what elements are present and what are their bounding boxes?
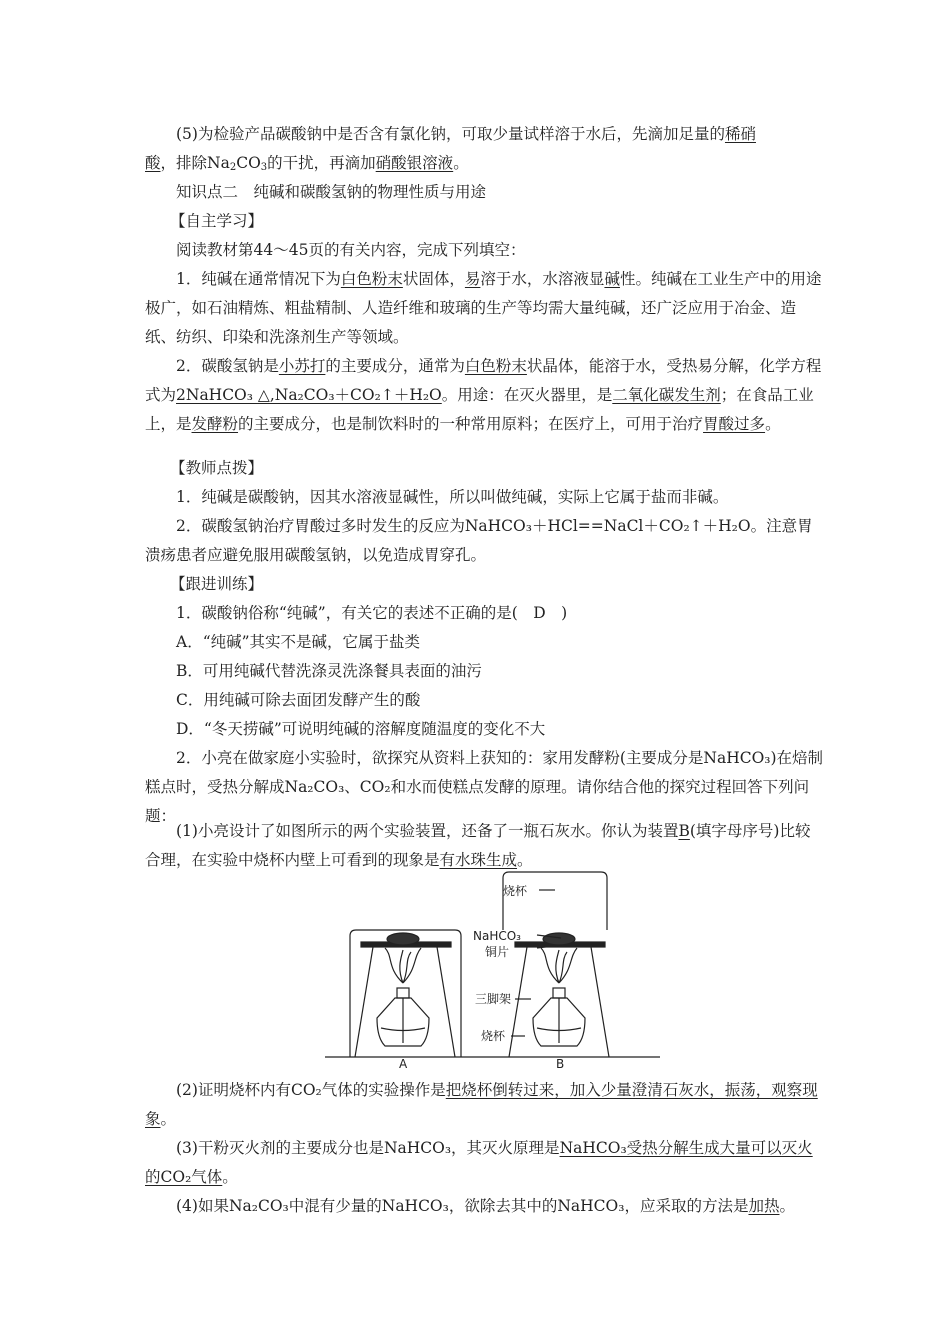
q5-answer-1b: 酸 [145,154,161,172]
q2p4-answer-b: 加热 [748,1197,780,1215]
apparatus-diagram [325,868,660,1068]
practice-q2-part-3 [145,1134,825,1192]
q2p1-text-a: (1)小亮设计了如图所示的两个实验装置，还备了一瓶石灰水。你认为装置 [176,822,679,840]
item1-text-c: 状固体， [402,270,465,288]
lamp-cap-b [553,988,565,998]
q2p2-text-c: 。 [160,1110,177,1128]
item2-text-h: ；在食品工业上，是 [145,386,814,433]
q5-sub-1: 2 [229,162,237,173]
q5-end: 。 [453,154,469,172]
practice-q1-option-b: B．可用纯碱代替洗涤灵洗涤餐具表面的油污 [176,662,482,680]
item1-text-a: 1．纯碱在通常情况下为 [176,270,341,288]
item2-answer-g: 二氧化碳发生剂 [612,386,721,404]
lamp-cap-a [397,988,409,998]
tripod-a-leg-right [437,947,455,1057]
q2p4-text-a: (4)如果Na₂CO₃中混有少量的NaHCO₃，欲除去其中的NaHCO₃，应采取的方法是 [176,1197,749,1215]
item2-text-j: 的主要成分，也是制饮料时的一种常用原料；在医疗上，可用于治疗 [238,415,704,433]
q5-text-2: ，排除Na [160,154,230,172]
tripod-a-leg-left [355,947,373,1057]
label-copper: 铜片 [485,945,510,959]
self-study-item-1 [145,265,825,352]
item2-text-f: 。用途：在灭火器里，是 [441,386,613,404]
teacher-heading: 【教师点拨】 [170,459,264,477]
item2-text-e: 状晶体，能溶于水，受热易分解，化学方程式为 [145,357,822,404]
experiment-figure [325,868,660,1068]
flame-b [541,948,577,983]
q2p2-text-a: (2)证明烧杯内有CO₂气体的实验操作是 [176,1081,446,1099]
q5-text-4: 的干扰，再滴加 [267,154,376,172]
item2-answer-k: 胃酸过多 [703,415,766,433]
item1-answer-b: 白色粉末 [340,270,403,288]
q2p2-answer-b: 把烧杯倒转过来，加入少量澄清石灰水，振荡，观察现象 [145,1081,818,1128]
practice-q1-option-d: D．“冬天捞碱”可说明纯碱的溶解度随温度的变化不大 [176,720,546,738]
q2p3-text-a: (3)干粉灭火剂的主要成分也是NaHCO₃，其灭火原理是 [176,1139,560,1157]
teacher-item-2: 2．碳酸氢钠治疗胃酸过多时发生的反应为NaHCO₃＋HCl==NaCl＋CO₂↑＋H₂O。注意胃溃疡患者应避免服用碳酸氢钠，以免造成胃穿孔。 [145,517,813,564]
practice-q1-option-c: C．用纯碱可除去面团发酵产生的酸 [176,691,421,709]
q2p1-answer-d: 有水珠生成 [439,851,518,869]
tripod-b-leg-right [591,947,609,1057]
q5-text: (5)为检验产品碳酸钠中是否含有氯化钠，可取少量试样溶于水后，先滴加足量的 [176,125,725,143]
self-study-intro: 阅读教材第44～45页的有关内容，完成下列填空： [176,241,526,259]
label-setup-b: B [556,1057,565,1068]
practice-q1-stem: 1．碳酸钠俗称“纯碱”，有关它的表述不正确的是( D ) [176,604,568,622]
tripod-b-leg-left [509,947,527,1057]
item1-answer-f: 碱 [604,270,620,288]
q5-answer-2: 硝酸银溶液 [375,154,454,172]
item2-answer-i: 发酵粉 [191,415,239,433]
q2p3-answer-b: NaHCO₃受热分解生成大量可以灭火的CO₂气体 [145,1139,813,1186]
practice-heading: 【跟进训练】 [170,575,264,593]
q5-sub-2: 3 [260,162,268,173]
item2-text-l: 。 [765,415,781,433]
item2-answer-d: 白色粉末 [464,357,527,375]
q5-text-3: CO [236,154,261,172]
label-nahco3: NaHCO₃ [473,929,521,943]
q2p4-text-c: 。 [779,1197,795,1215]
q2p1-answer-b: B [678,822,690,840]
nahco3-pile-a [387,933,419,945]
question-5 [145,120,825,178]
teacher-item-1: 1．纯碱是碳酸钠，因其水溶液显碱性，所以叫做纯碱，实际上它属于盐而非碱。 [176,488,729,506]
item1-answer-d: 易 [464,270,481,288]
label-tripod: 三脚架 [475,992,512,1006]
practice-q1-option-a: A．“纯碱”其实不是碱，它属于盐类 [176,633,421,651]
label-beaker-top: 烧杯 [503,884,528,898]
nahco3-pile-b [543,933,575,945]
q2p1-text-e: 。 [517,851,533,869]
practice-q2-part-2 [145,1076,825,1134]
item2-answer-b: 小苏打 [278,357,326,375]
self-study-heading: 【自主学习】 [170,212,264,230]
q2p3-text-c: 。 [222,1168,238,1186]
item2-equation: 2NaHCO₃ △,Na₂CO₃＋CO₂↑＋H₂O [176,386,442,404]
section-title: 知识点二 纯碱和碳酸氢钠的物理性质与用途 [176,183,487,201]
self-study-item-2 [145,352,825,439]
q5-answer-1a: 稀硝 [724,125,756,143]
beaker-b-outline [503,872,607,930]
practice-q2-stem: 2．小亮在做家庭小实验时，欲探究从资料上获知的：家用发酵粉(主要成分是NaHCO₃)在焙制糕点时，受热分解成Na₂CO₃、CO₂和水而使糕点发酵的原理。请你结合他的探究过程回答下列问题： [145,749,824,825]
item2-text-a: 2．碳酸氢钠是 [176,357,279,375]
practice-q2-part-1 [145,817,825,875]
q2p1-text-c: (填字母序号)比较合理，在实验中烧杯内壁上可看到的现象是 [145,822,811,869]
flame-a [385,948,421,983]
label-beaker: 烧杯 [481,1029,506,1043]
practice-q2-part-4 [145,1192,825,1221]
label-setup-a: A [399,1057,408,1068]
item1-text-e: 溶于水，水溶液显 [480,270,605,288]
item2-text-c: 的主要成分，通常为 [325,357,465,375]
item1-text-g: 性。纯碱在工业生产中的用途极广，如石油精炼、粗盐精制、人造纤维和玻璃的生产等均需大量纯碱，还广泛应用于冶金、造纸、纺织、印染和洗涤剂生产等领域。 [145,270,822,346]
